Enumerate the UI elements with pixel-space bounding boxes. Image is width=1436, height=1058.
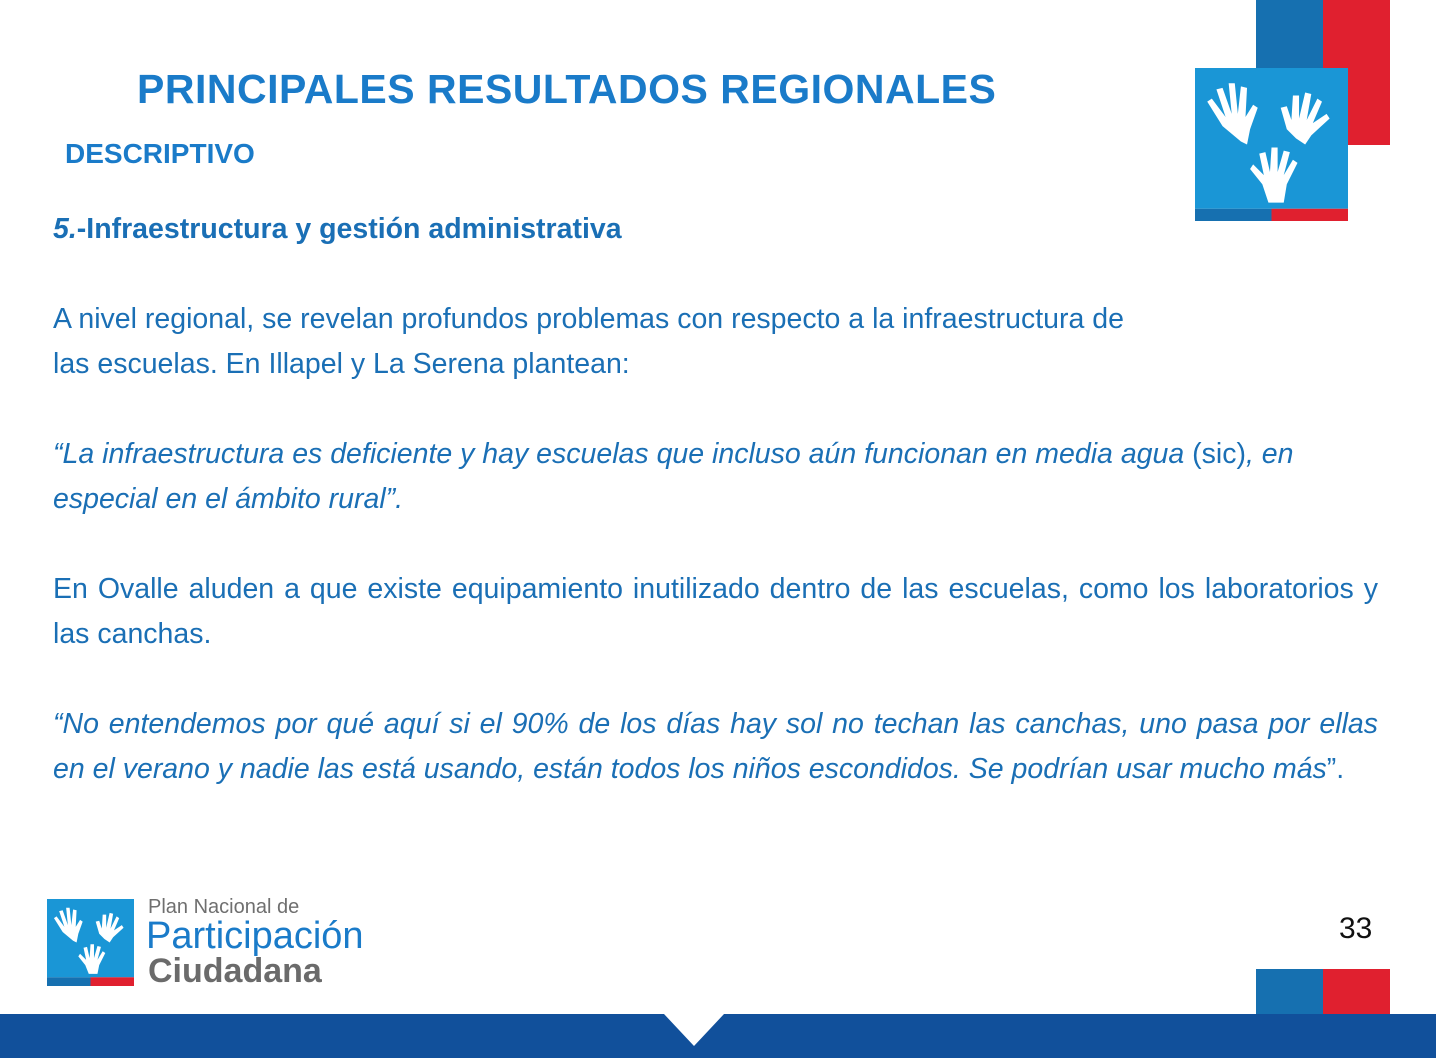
hands-logo-icon	[47, 899, 134, 986]
chevron-down-icon	[664, 1014, 724, 1048]
section-number: 5.	[53, 213, 77, 245]
top-blue-bar	[1256, 0, 1323, 70]
bottom-red-bar	[1323, 969, 1390, 1014]
main-content	[53, 207, 1378, 792]
quote-1-text: “La infraestructura es deficiente y hay escuelas que incluso aún funcionan en media agua	[53, 438, 1185, 470]
paragraph-1-line-2: las escuelas. En Illapel y La Serena plantean:	[53, 348, 630, 380]
quote-1-text-end: , en especial en el ámbito rural”.	[53, 438, 1294, 515]
page-number: 33	[1339, 912, 1373, 945]
page-subtitle: DESCRIPTIVO	[65, 138, 255, 169]
bottom-blue-bar	[1256, 969, 1323, 1014]
hands-logo-icon	[1195, 68, 1348, 221]
section-heading-text: -Infraestructura y gestión administrativa	[76, 213, 622, 245]
quote-2	[53, 702, 1378, 792]
paragraph-2: En Ovalle aluden a que existe equipamiento inutilizado dentro de las escuelas, como los laboratorios y las canchas.	[53, 573, 1378, 650]
paragraph-1	[53, 297, 1378, 387]
brand-line-3: Ciudadana	[148, 952, 322, 990]
quote-1-sic: (sic)	[1184, 438, 1246, 470]
brand-line-1: Plan Nacional de	[148, 896, 300, 918]
page-title: PRINCIPALES RESULTADOS REGIONALES	[137, 66, 997, 112]
paragraph-1-line-1: A nivel regional, se revelan profundos problemas con respecto a la infraestructura de	[53, 303, 1124, 335]
quote-2-end: ”.	[1326, 753, 1345, 785]
section-heading	[53, 207, 1378, 252]
quote-2-text: “No entendemos por qué aquí si el 90% de los días hay sol no techan las canchas, uno pasa por ellas en el verano y nadie las está usando, están todos los niños escondidos. Se podrían usar mucho más	[53, 708, 1378, 785]
brand-line-2: Participación	[146, 915, 364, 957]
quote-1	[53, 432, 1378, 522]
